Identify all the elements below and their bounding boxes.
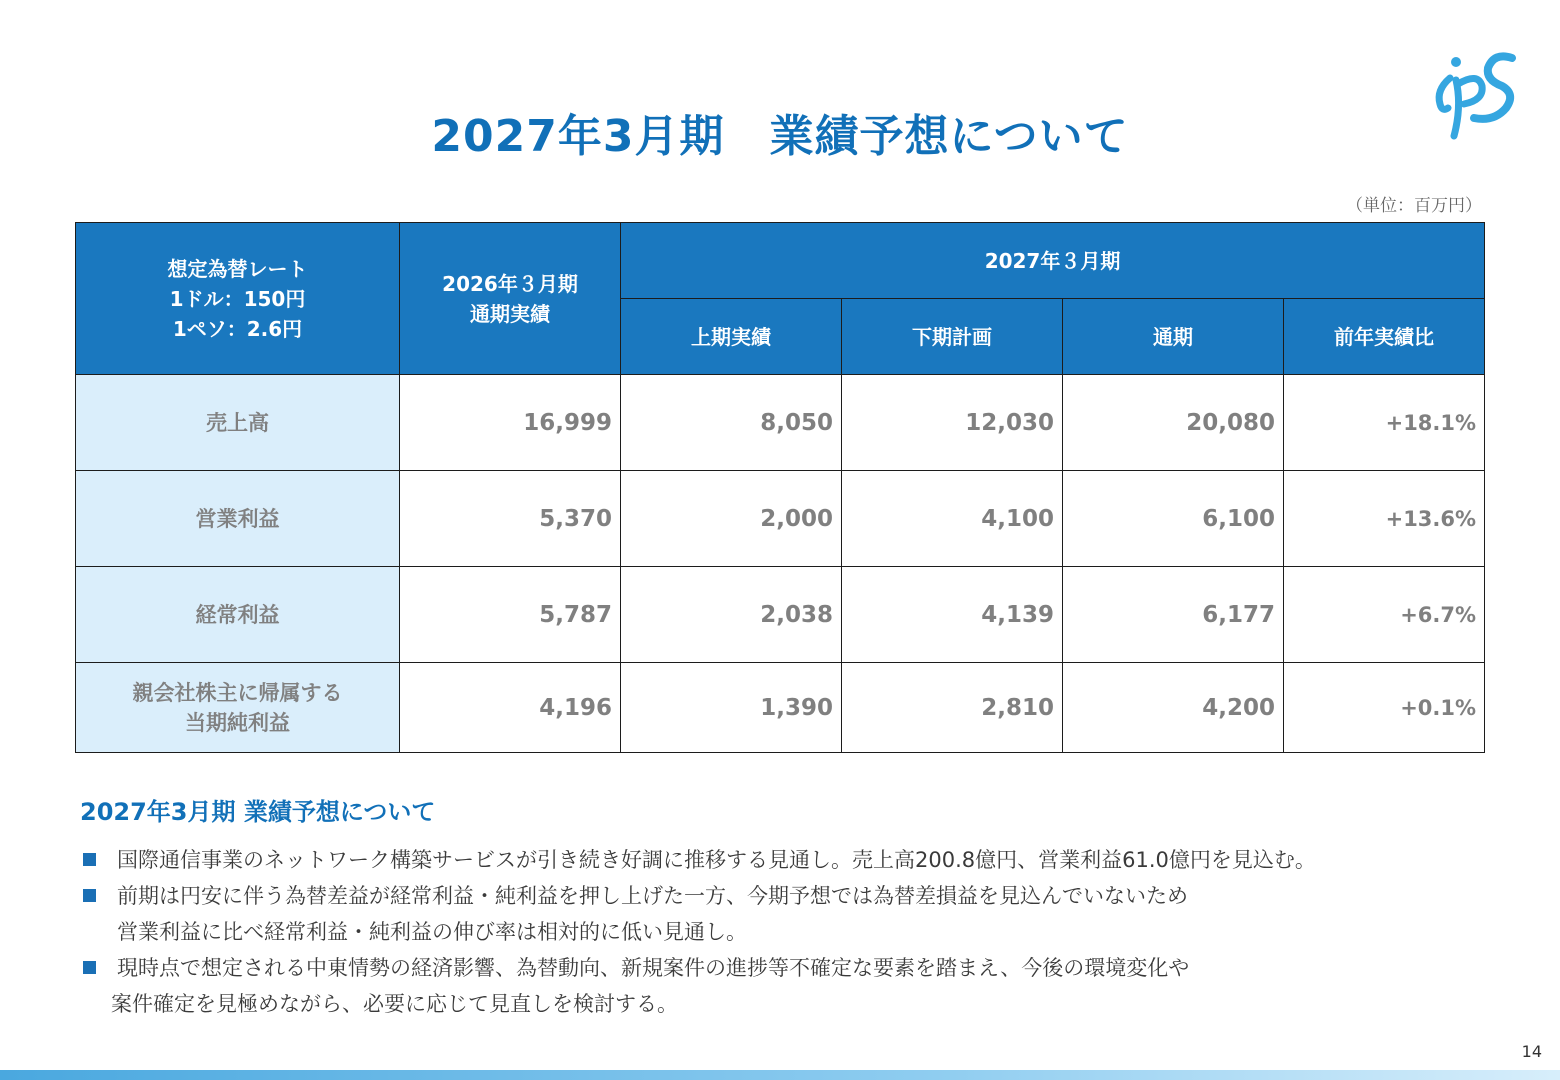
table-cell: +18.1% (1284, 375, 1485, 471)
prev-year-header: 2026年３月期 通期実績 (400, 223, 621, 375)
col-header-h2-plan: 下期計画 (842, 299, 1063, 375)
row-label: 経常利益 (76, 567, 400, 663)
list-item: 前期は円安に伴う為替差益が経常利益・純利益を押し上げた一方、今期予想では為替差損益を見込んでいないため 営業利益に比べ経常利益・純利益の伸び率は相対的に低い見通し。 (80, 878, 1520, 950)
table-row (76, 471, 1485, 567)
page-title: 2027年3月期 業績予想について (431, 111, 1129, 162)
table-cell: +0.1% (1284, 663, 1485, 753)
table-cell: 5,787 (400, 567, 621, 663)
row-label: 売上高 (76, 375, 400, 471)
table-cell: 6,100 (1063, 471, 1284, 567)
table-cell: +6.7% (1284, 567, 1485, 663)
current-year-header: 2027年３月期 (621, 223, 1485, 299)
table-cell: 2,000 (621, 471, 842, 567)
unit-note: （単位：百万円） (1346, 196, 1482, 216)
table-cell: 6,177 (1063, 567, 1284, 663)
list-item: 国際通信事業のネットワーク構築サービスが引き続き好調に推移する見通し。売上高200.8億円、営業利益61.0億円を見込む。 (80, 842, 1520, 878)
col-header-full-year: 通期 (1063, 299, 1284, 375)
row-label: 親会社株主に帰属する 当期純利益 (76, 663, 400, 753)
table-cell: +13.6% (1284, 471, 1485, 567)
table-cell: 5,370 (400, 471, 621, 567)
exchange-rate-header: 想定為替レート 1ドル：150円 1ペソ：2.6円 (76, 223, 400, 375)
bullet-list (80, 842, 1520, 1022)
section-title: 2027年3月期 業績予想について (80, 798, 436, 826)
square-bullet-icon (83, 889, 96, 902)
row-label: 営業利益 (76, 471, 400, 567)
table-cell: 1,390 (621, 663, 842, 753)
table-cell: 8,050 (621, 375, 842, 471)
table-cell: 4,100 (842, 471, 1063, 567)
table-cell: 12,030 (842, 375, 1063, 471)
square-bullet-icon (83, 853, 96, 866)
table-cell: 4,200 (1063, 663, 1284, 753)
forecast-table (75, 222, 1485, 753)
table-cell: 4,139 (842, 567, 1063, 663)
footer-bar (0, 1070, 1560, 1080)
table-cell: 2,810 (842, 663, 1063, 753)
col-header-yoy: 前年実績比 (1284, 299, 1485, 375)
list-item: 現時点で想定される中東情勢の経済影響、為替動向、新規案件の進捗等不確定な要素を踏まえ、今後の環境変化や 案件確定を見極めながら、必要に応じて見直しを検討する。 (80, 950, 1520, 1022)
table-row (76, 663, 1485, 753)
table-cell: 16,999 (400, 375, 621, 471)
table-cell: 20,080 (1063, 375, 1284, 471)
table-row (76, 375, 1485, 471)
table-cell: 2,038 (621, 567, 842, 663)
col-header-h1-actual: 上期実績 (621, 299, 842, 375)
table-row (76, 567, 1485, 663)
square-bullet-icon (83, 961, 96, 974)
page-number: 14 (1521, 1042, 1542, 1061)
table-cell: 4,196 (400, 663, 621, 753)
